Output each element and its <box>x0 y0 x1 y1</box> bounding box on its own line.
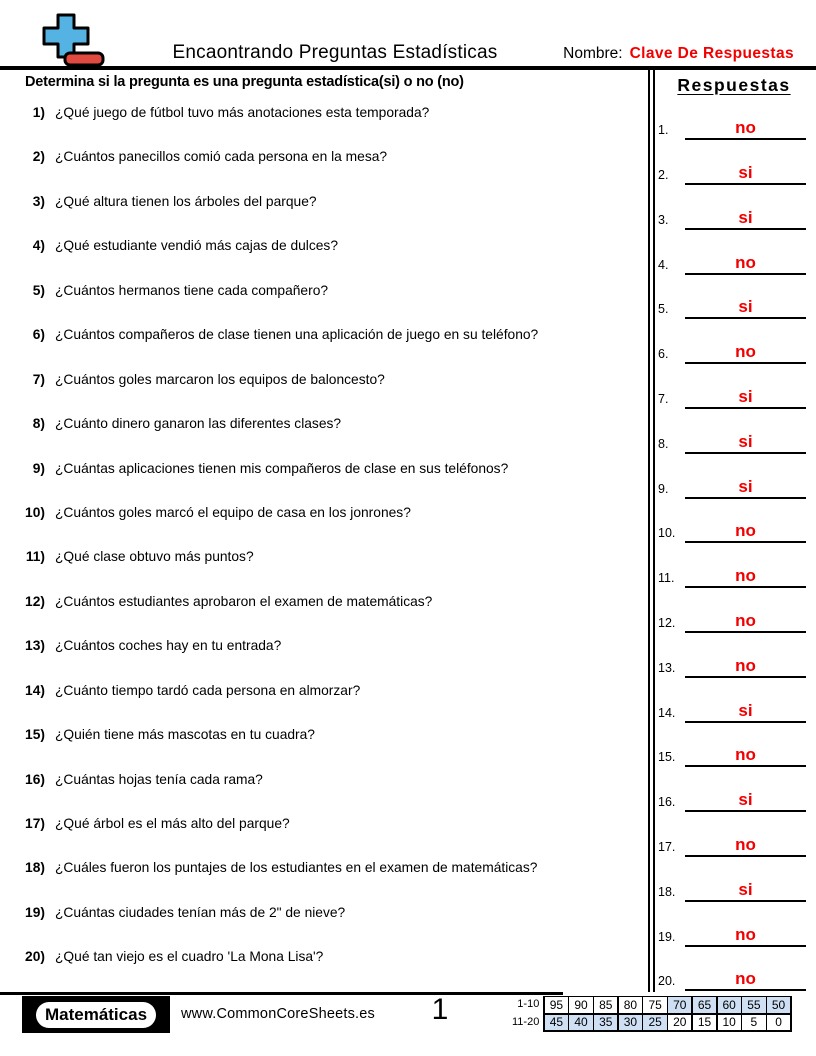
question-text: ¿Qué altura tienen los árboles del parque? <box>55 193 317 209</box>
answer-row <box>653 723 813 768</box>
question-text: ¿Qué árbol es el más alto del parque? <box>55 816 290 831</box>
answer-row <box>653 319 813 364</box>
answer-number: 9. <box>658 481 669 496</box>
answer-number: 20. <box>658 974 676 989</box>
score-cell: 85 <box>594 997 617 1013</box>
question-number: 16) <box>25 771 45 787</box>
answer-number: 3. <box>658 212 669 227</box>
answer-blank-line <box>685 342 806 364</box>
question-number: 14) <box>25 682 45 698</box>
answers-list <box>653 96 813 992</box>
footer-rule <box>0 992 563 995</box>
answers-column-header: Respuestas <box>677 75 791 95</box>
page-title: Encaontrando Preguntas Estadísticas <box>172 42 498 63</box>
question-text: ¿Qué clase obtuvo más puntos? <box>55 549 254 565</box>
question-row <box>0 148 646 192</box>
answer-blank-line <box>685 387 806 409</box>
answer-value: no <box>735 655 756 675</box>
answer-number: 16. <box>658 795 676 810</box>
answer-value: si <box>738 163 753 183</box>
question-number: 12) <box>25 593 45 609</box>
question-row <box>0 637 646 681</box>
answer-number: 12. <box>658 616 676 631</box>
question-number: 5) <box>32 282 45 298</box>
answer-value: si <box>738 476 753 496</box>
question-text: ¿Cuántos goles marcó el equipo de casa en los jonrones? <box>55 504 411 520</box>
answer-value: si <box>738 297 753 317</box>
question-row <box>0 237 646 281</box>
answer-value: no <box>735 252 756 272</box>
answer-blank-line <box>685 163 806 185</box>
question-text: ¿Cuántos compañeros de clase tienen una aplicación de juego en su teléfono? <box>55 327 539 343</box>
question-number: 4) <box>32 238 45 254</box>
score-grid <box>543 996 791 1032</box>
answer-number: 18. <box>658 884 676 899</box>
score-cell: 50 <box>767 997 790 1013</box>
answer-blank-line <box>685 118 806 140</box>
answer-blank-line <box>685 521 806 543</box>
answer-row <box>653 409 813 454</box>
question-number: 8) <box>32 416 45 432</box>
answer-value: si <box>738 790 753 810</box>
question-row <box>0 771 646 815</box>
answer-row <box>653 633 813 678</box>
question-number: 19) <box>25 904 45 920</box>
question-text: ¿Cuánto dinero ganaron las diferentes clases? <box>55 416 342 432</box>
answer-blank-line <box>685 611 806 633</box>
question-number: 7) <box>32 371 45 387</box>
question-number: 2) <box>32 149 45 165</box>
answer-row <box>653 588 813 633</box>
subject-badge <box>22 996 170 1033</box>
question-text: ¿Cuánto tiempo tardó cada persona en almorzar? <box>55 682 361 698</box>
question-row <box>0 193 646 237</box>
answer-blank-line <box>685 566 806 588</box>
question-number: 18) <box>25 860 45 876</box>
name-row <box>563 45 794 63</box>
answer-value: no <box>735 566 756 586</box>
instruction-text: Determina si la pregunta es una pregunta estadística(si) o no (no) <box>25 74 464 90</box>
answer-row <box>653 364 813 409</box>
score-cell: 95 <box>545 997 568 1013</box>
score-cell: 65 <box>693 997 716 1013</box>
score-cell: 5 <box>742 1015 765 1031</box>
question-text: ¿Cuántos estudiantes aprobaron el examen de matemáticas? <box>55 593 433 609</box>
answer-value: no <box>735 118 756 138</box>
answer-blank-line <box>685 253 806 275</box>
answer-row <box>653 185 813 230</box>
score-cell: 10 <box>718 1015 741 1031</box>
subject-badge-label: Matemáticas <box>36 1002 156 1028</box>
score-cell: 55 <box>742 997 765 1013</box>
answer-row <box>653 902 813 947</box>
question-row <box>0 859 646 903</box>
question-text: ¿Cuántas hojas tenía cada rama? <box>55 771 263 787</box>
question-row <box>0 282 646 326</box>
answer-value: no <box>735 611 756 631</box>
score-cell: 35 <box>594 1015 617 1031</box>
question-row <box>0 815 646 859</box>
answer-value: no <box>735 745 756 765</box>
question-text: ¿Cuántos coches hay en tu entrada? <box>55 638 282 654</box>
answer-blank-line <box>685 432 806 454</box>
question-row <box>0 548 646 592</box>
answer-number: 17. <box>658 840 676 855</box>
score-cell: 40 <box>569 1015 592 1031</box>
question-number: 10) <box>25 504 45 520</box>
answer-number: 2. <box>658 168 669 183</box>
answer-number: 11. <box>658 571 675 586</box>
page-number: 1 <box>431 993 449 1026</box>
answer-number: 10. <box>658 526 676 541</box>
question-number: 13) <box>25 638 45 654</box>
score-cell: 45 <box>545 1015 568 1031</box>
question-row <box>0 460 646 504</box>
answer-value: no <box>735 342 756 362</box>
answer-number: 5. <box>658 302 669 317</box>
answer-number: 19. <box>658 929 676 944</box>
score-cell: 30 <box>619 1015 642 1031</box>
answer-blank-line <box>685 969 806 991</box>
question-row <box>0 682 646 726</box>
question-row <box>0 326 646 370</box>
score-cell: 75 <box>643 997 666 1013</box>
question-text: ¿Cuántas ciudades tenían más de 2" de nieve? <box>55 904 346 920</box>
answer-key-label: Clave De Respuestas <box>629 45 794 62</box>
answer-value: no <box>735 924 756 944</box>
header-rule <box>0 66 816 70</box>
answer-blank-line <box>685 835 806 857</box>
commoncoresheets-logo <box>40 12 108 68</box>
answer-row <box>653 454 813 499</box>
score-row-2 <box>543 1013 791 1032</box>
score-cell: 0 <box>767 1015 790 1031</box>
question-text: ¿Qué juego de fútbol tuvo más anotaciones esta temporada? <box>55 105 430 120</box>
answer-value: si <box>738 879 753 899</box>
answer-blank-line <box>685 925 806 947</box>
answer-number: 4. <box>658 257 669 272</box>
question-number: 11) <box>25 549 45 565</box>
question-number: 3) <box>32 193 45 209</box>
answer-row <box>653 767 813 812</box>
answer-number: 15. <box>658 750 676 765</box>
answer-row <box>653 275 813 320</box>
question-text: ¿Cuántos panecillos comió cada persona en la mesa? <box>55 149 388 165</box>
score-row2-label: 11-20 <box>512 1015 540 1028</box>
answer-row <box>653 857 813 902</box>
answer-row <box>653 499 813 544</box>
question-row <box>0 504 646 548</box>
plus-icon <box>44 15 88 57</box>
score-row1-label: 1-10 <box>517 998 540 1011</box>
answer-row <box>653 678 813 723</box>
question-row <box>0 726 646 770</box>
score-cell: 70 <box>668 997 691 1013</box>
answer-value: no <box>735 835 756 855</box>
question-text: ¿Cuáles fueron los puntajes de los estudiantes en el examen de matemáticas? <box>55 860 538 876</box>
answer-row <box>653 812 813 857</box>
answer-number: 6. <box>658 347 669 362</box>
question-row <box>0 904 646 948</box>
answer-row <box>653 96 813 141</box>
answer-blank-line <box>685 701 806 723</box>
answer-value: no <box>735 521 756 541</box>
questions-list <box>0 104 646 993</box>
score-row-1 <box>543 996 791 1015</box>
question-row <box>0 415 646 459</box>
answer-row <box>653 140 813 185</box>
answer-number: 1. <box>658 123 669 138</box>
minus-icon <box>65 53 103 65</box>
question-text: ¿Cuántas aplicaciones tienen mis compañeros de clase en sus teléfonos? <box>55 460 509 476</box>
name-label: Nombre: <box>563 45 623 62</box>
question-row <box>0 104 646 148</box>
question-text: ¿Quién tiene más mascotas en tu cuadra? <box>55 727 315 743</box>
score-table <box>512 996 792 1032</box>
answer-value: si <box>738 387 753 407</box>
score-cell: 80 <box>619 997 642 1013</box>
question-number: 6) <box>32 327 45 343</box>
answer-blank-line <box>685 297 806 319</box>
question-number: 1) <box>32 105 45 120</box>
question-row <box>0 948 646 992</box>
answer-blank-line <box>685 477 806 499</box>
score-cell: 20 <box>668 1015 691 1031</box>
score-cell: 60 <box>718 997 741 1013</box>
answer-blank-line <box>685 656 806 678</box>
question-number: 15) <box>25 727 45 743</box>
question-text: ¿Cuántos hermanos tiene cada compañero? <box>55 282 329 298</box>
answer-number: 8. <box>658 436 669 451</box>
answer-blank-line <box>685 208 806 230</box>
answer-row <box>653 230 813 275</box>
score-row-labels <box>512 996 543 1031</box>
answer-row <box>653 947 813 992</box>
question-number: 20) <box>25 949 45 965</box>
score-cell: 15 <box>693 1015 716 1031</box>
score-cell: 90 <box>569 997 592 1013</box>
answer-blank-line <box>685 745 806 767</box>
answer-value: si <box>738 207 753 227</box>
question-text: ¿Qué estudiante vendió más cajas de dulces? <box>55 238 339 254</box>
answer-blank-line <box>685 880 806 902</box>
answer-blank-line <box>685 790 806 812</box>
answer-value: si <box>738 431 753 451</box>
answer-value: si <box>738 700 753 720</box>
question-text: ¿Qué tan viejo es el cuadro 'La Mona Lisa'? <box>55 949 324 965</box>
answer-value: no <box>735 969 756 989</box>
answer-row <box>653 543 813 588</box>
answer-number: 13. <box>658 660 676 675</box>
question-text: ¿Cuántos goles marcaron los equipos de baloncesto? <box>55 371 385 387</box>
website-url: www.CommonCoreSheets.es <box>181 1006 375 1022</box>
question-number: 9) <box>32 460 45 476</box>
answer-number: 14. <box>658 705 676 720</box>
question-number: 17) <box>25 816 45 831</box>
score-cell: 25 <box>643 1015 666 1031</box>
answer-number: 7. <box>658 392 669 407</box>
question-row <box>0 593 646 637</box>
question-row <box>0 371 646 415</box>
